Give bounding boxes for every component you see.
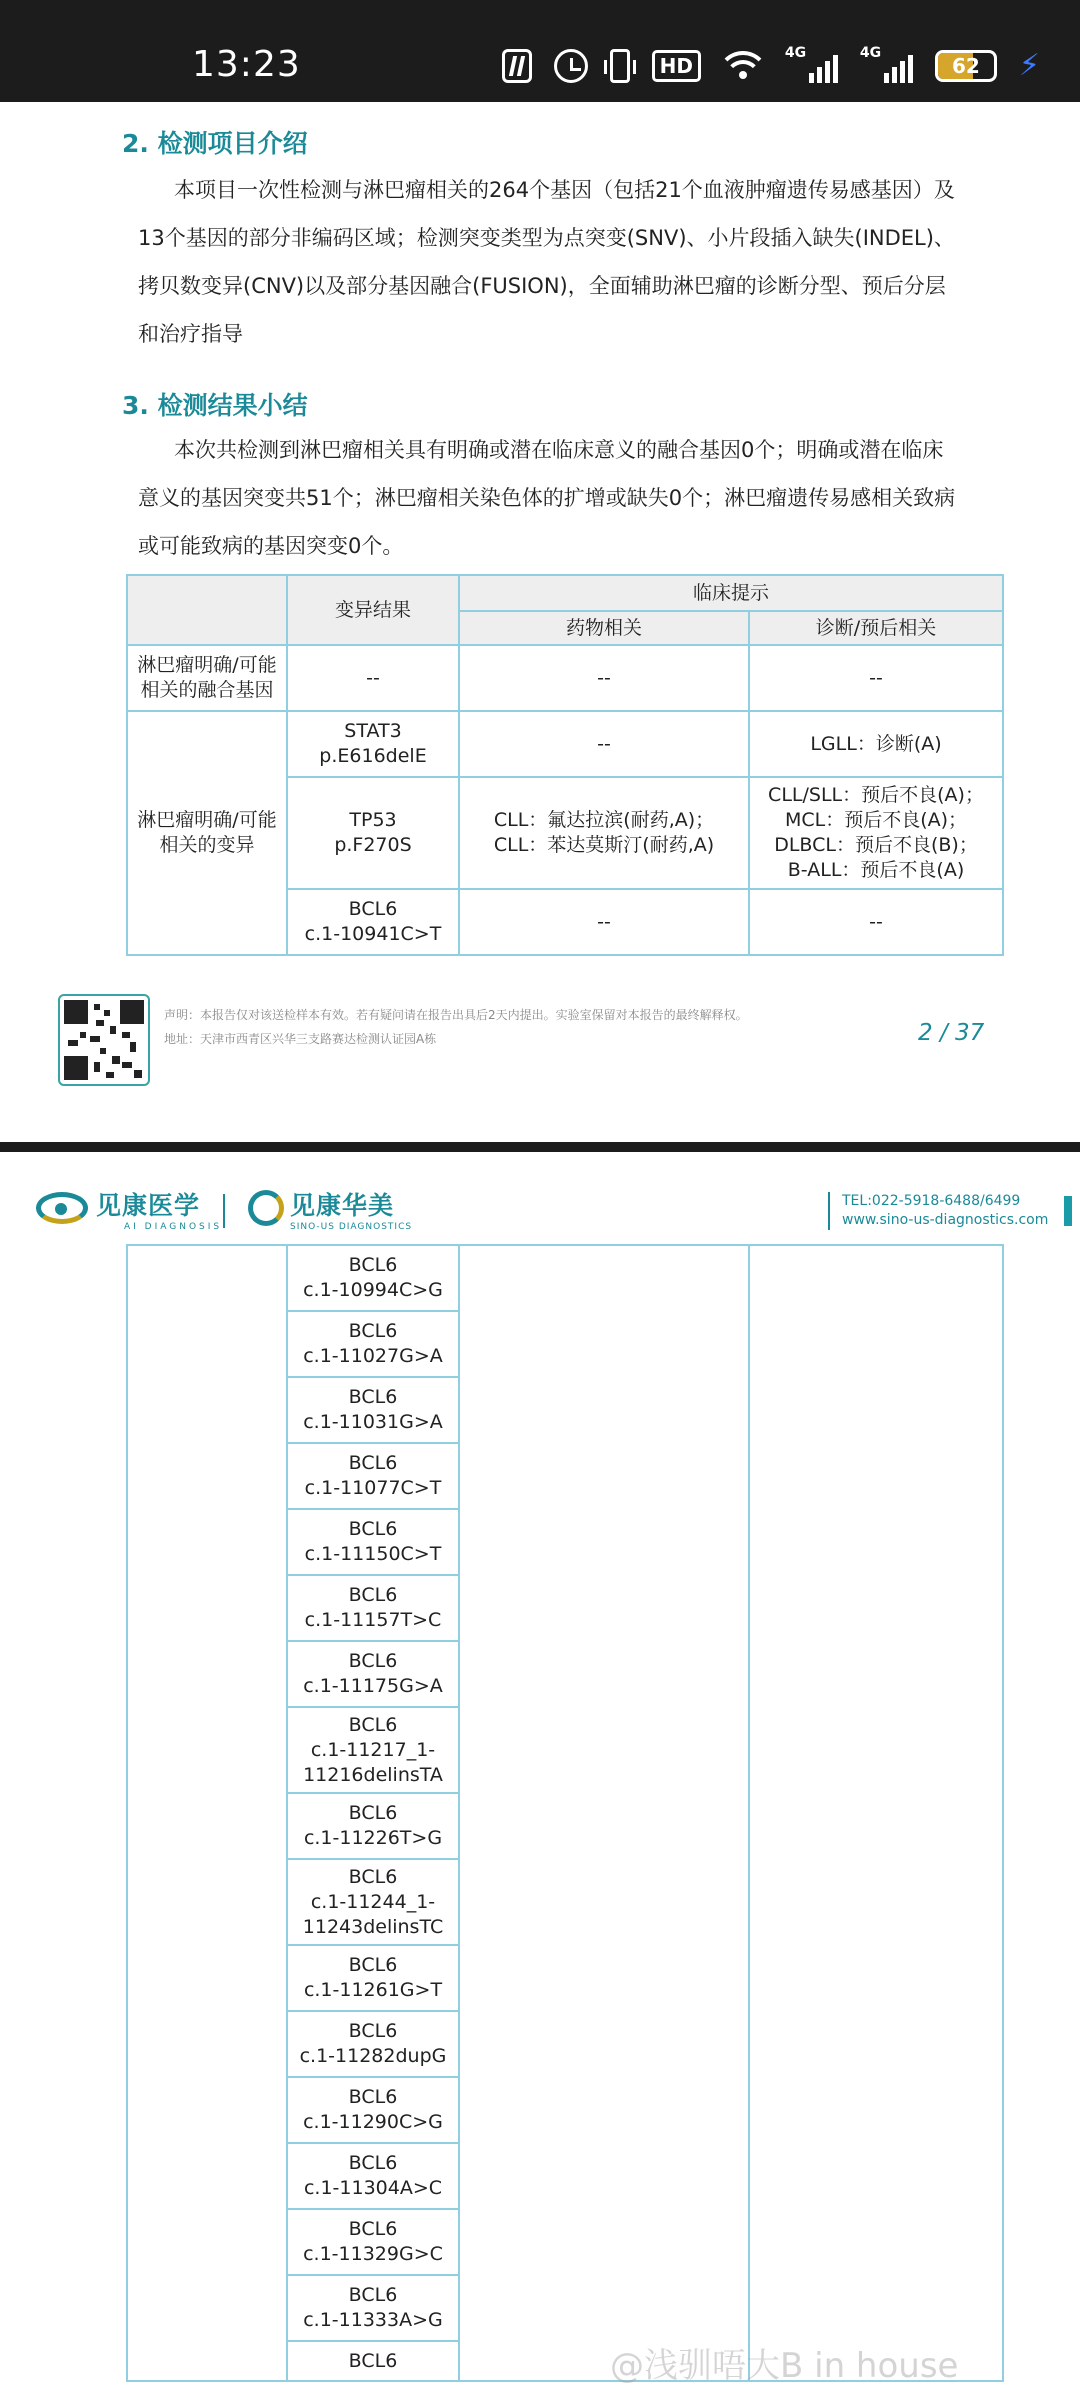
battery-percent: 62 [952, 54, 980, 78]
drug-cell: -- [459, 711, 749, 777]
contact-tel: TEL:022-5918-6488/6499 [842, 1193, 1021, 1209]
row-category: 淋巴瘤明确/可能 相关的融合基因 [127, 645, 287, 711]
hd-voice-icon: HD [652, 50, 701, 82]
status-time: 13:23 [192, 44, 301, 85]
diagnosis-cell: CLL/SLL：预后不良(A)； MCL：预后不良(A)； DLBCL：预后不良(B)； B-ALL：预后不良(A) [749, 777, 1003, 889]
section-3-line: 或可能致病的基因突变0个。 [138, 534, 404, 558]
diagnosis-cell: LGLL：诊断(A) [749, 711, 1003, 777]
header-drug: 药物相关 [459, 611, 749, 645]
variant-cell: BCL6 c.1-11226T>G [287, 1793, 459, 1859]
variant-cell: BCL6 c.1-11261G>T [287, 1945, 459, 2011]
nfc-icon [502, 49, 532, 83]
qr-module [122, 1062, 132, 1068]
status-bar [0, 0, 1080, 102]
header-accent-bar [1064, 1196, 1072, 1226]
qr-module [122, 1032, 130, 1038]
report-header [0, 1152, 1080, 1242]
qr-module [100, 1048, 106, 1054]
drug-cell: -- [459, 645, 749, 711]
table-row [127, 711, 1003, 777]
section-3-line: 本次共检测到淋巴瘤相关具有明确或潜在临床意义的融合基因0个；明确或潜在临床 [174, 438, 944, 462]
status-icons [502, 44, 1040, 88]
variant-cell: TP53 p.F270S [287, 777, 459, 889]
section-3-body [138, 426, 1002, 570]
qr-module [64, 1000, 88, 1024]
section-3-line: 意义的基因突变共51个；淋巴瘤相关染色体的扩增或缺失0个；淋巴瘤遗传易感相关致病 [138, 486, 956, 510]
signal-label: 4G [859, 45, 882, 61]
contact-website: www.sino-us-diagnostics.com [842, 1212, 1049, 1228]
variant-cell: STAT3 p.E616delE [287, 711, 459, 777]
contact-info [828, 1192, 1048, 1230]
variant-cell: BCL6 c.1-11290C>G [287, 2077, 459, 2143]
alarm-icon [554, 49, 588, 83]
eye-logo-icon [36, 1192, 88, 1224]
qr-module [104, 1010, 110, 1016]
table-row [127, 1245, 1003, 1311]
variant-cell: BCL6 c.1-11175G>A [287, 1641, 459, 1707]
section-2-line: 和治疗指导 [138, 322, 243, 346]
row-category: 淋巴瘤明确/可能 相关的变异 [127, 711, 287, 955]
qr-code-icon [58, 994, 150, 1086]
variant-cell: BCL6 c.1-11027G>A [287, 1311, 459, 1377]
variant-cell: BCL6 c.1-11077C>T [287, 1443, 459, 1509]
qr-module [90, 1036, 100, 1042]
variant-cell: BCL6 [287, 2341, 459, 2381]
footer-address: 地址：天津市西青区兴华三支路赛达检测认证园A栋 [164, 1032, 437, 1046]
qr-module [112, 1056, 120, 1064]
table-row [127, 645, 1003, 711]
report-page-2 [0, 102, 1080, 1142]
charging-icon: ⚡ [1018, 48, 1040, 83]
partner-name: 见康华美 [290, 1191, 395, 1220]
table-corner [127, 575, 287, 645]
section-2-line: 本项目一次性检测与淋巴瘤相关的264个基因（包括21个血液肿瘤遗传易感基因）及 [174, 178, 955, 202]
qr-module [94, 1004, 100, 1010]
diagnosis-cell: -- [749, 645, 1003, 711]
qr-module [96, 1020, 104, 1026]
section-2-title: 2. 检测项目介绍 [122, 129, 308, 158]
variant-cell: -- [287, 645, 459, 711]
header-clinical: 临床提示 [459, 575, 1003, 611]
diagnosis-cell: -- [749, 889, 1003, 955]
signal-icon [859, 45, 913, 83]
header-diagnosis: 诊断/预后相关 [749, 611, 1003, 645]
partner-logo-icon [248, 1190, 284, 1226]
page-number: 2 / 37 [918, 1020, 985, 1046]
qr-module [134, 1070, 142, 1078]
brand-name: 见康医学 [96, 1191, 201, 1220]
variant-cell: BCL6 c.1-11244_1- 11243delinsTC [287, 1859, 459, 1945]
qr-module [120, 1000, 144, 1024]
qr-module [130, 1042, 136, 1052]
results-table-continued [126, 1244, 1004, 2382]
variant-cell: BCL6 c.1-10941C>T [287, 889, 459, 955]
battery-icon [935, 50, 997, 82]
drug-cell: -- [459, 889, 749, 955]
section-2-body [138, 166, 1002, 358]
section-2-line: 拷贝数变异(CNV)以及部分基因融合(FUSION)，全面辅助淋巴瘤的诊断分型、预后分层 [138, 274, 946, 298]
variant-cell: BCL6 c.1-11031G>A [287, 1377, 459, 1443]
header-variant: 变异结果 [287, 575, 459, 645]
qr-module [94, 1062, 100, 1072]
variant-cell: BCL6 c.1-11329G>C [287, 2209, 459, 2275]
row-category [127, 1245, 287, 2381]
page-separator [0, 1142, 1080, 1152]
signal-icon [784, 45, 838, 83]
report-page-3 [0, 1152, 1080, 2400]
vibrate-icon [610, 49, 630, 83]
drug-cell: CLL：氟达拉滨(耐药,A)； CLL：苯达莫斯汀(耐药,A) [459, 777, 749, 889]
variant-cell: BCL6 c.1-11304A>C [287, 2143, 459, 2209]
diagnosis-cell [749, 1245, 1003, 2381]
variant-cell: BCL6 c.1-11333A>G [287, 2275, 459, 2341]
variant-cell: BCL6 c.1-11217_1- 11216delinsTA [287, 1707, 459, 1793]
qr-module [110, 1026, 116, 1034]
header-divider [223, 1194, 225, 1228]
footer-disclaimer: 声明：本报告仅对该送检样本有效。若有疑问请在报告出具后2天内提出。实验室保留对本报告的最终解释权。 [164, 1008, 748, 1022]
qr-module [64, 1056, 88, 1080]
qr-module [106, 1072, 114, 1078]
drug-cell [459, 1245, 749, 2381]
variant-cell: BCL6 c.1-11282dupG [287, 2011, 459, 2077]
wifi-icon [723, 51, 763, 81]
variant-cell: BCL6 c.1-11150C>T [287, 1509, 459, 1575]
qr-module [68, 1040, 78, 1046]
signal-label: 4G [784, 45, 807, 61]
results-table [126, 574, 1004, 956]
variant-cell: BCL6 c.1-11157T>C [287, 1575, 459, 1641]
brand-subtitle: AI DIAGNOSIS [124, 1222, 223, 1232]
qr-module [80, 1032, 86, 1038]
section-3-title: 3. 检测结果小结 [122, 391, 308, 420]
partner-subtitle: SINO-US DIAGNOSTICS [290, 1222, 413, 1232]
variant-cell: BCL6 c.1-10994C>G [287, 1245, 459, 1311]
section-2-line: 13个基因的部分非编码区域；检测突变类型为点突变(SNV)、小片段插入缺失(INDEL)、 [138, 226, 955, 250]
watermark: @浅驯唔大B in house [610, 2346, 959, 2386]
